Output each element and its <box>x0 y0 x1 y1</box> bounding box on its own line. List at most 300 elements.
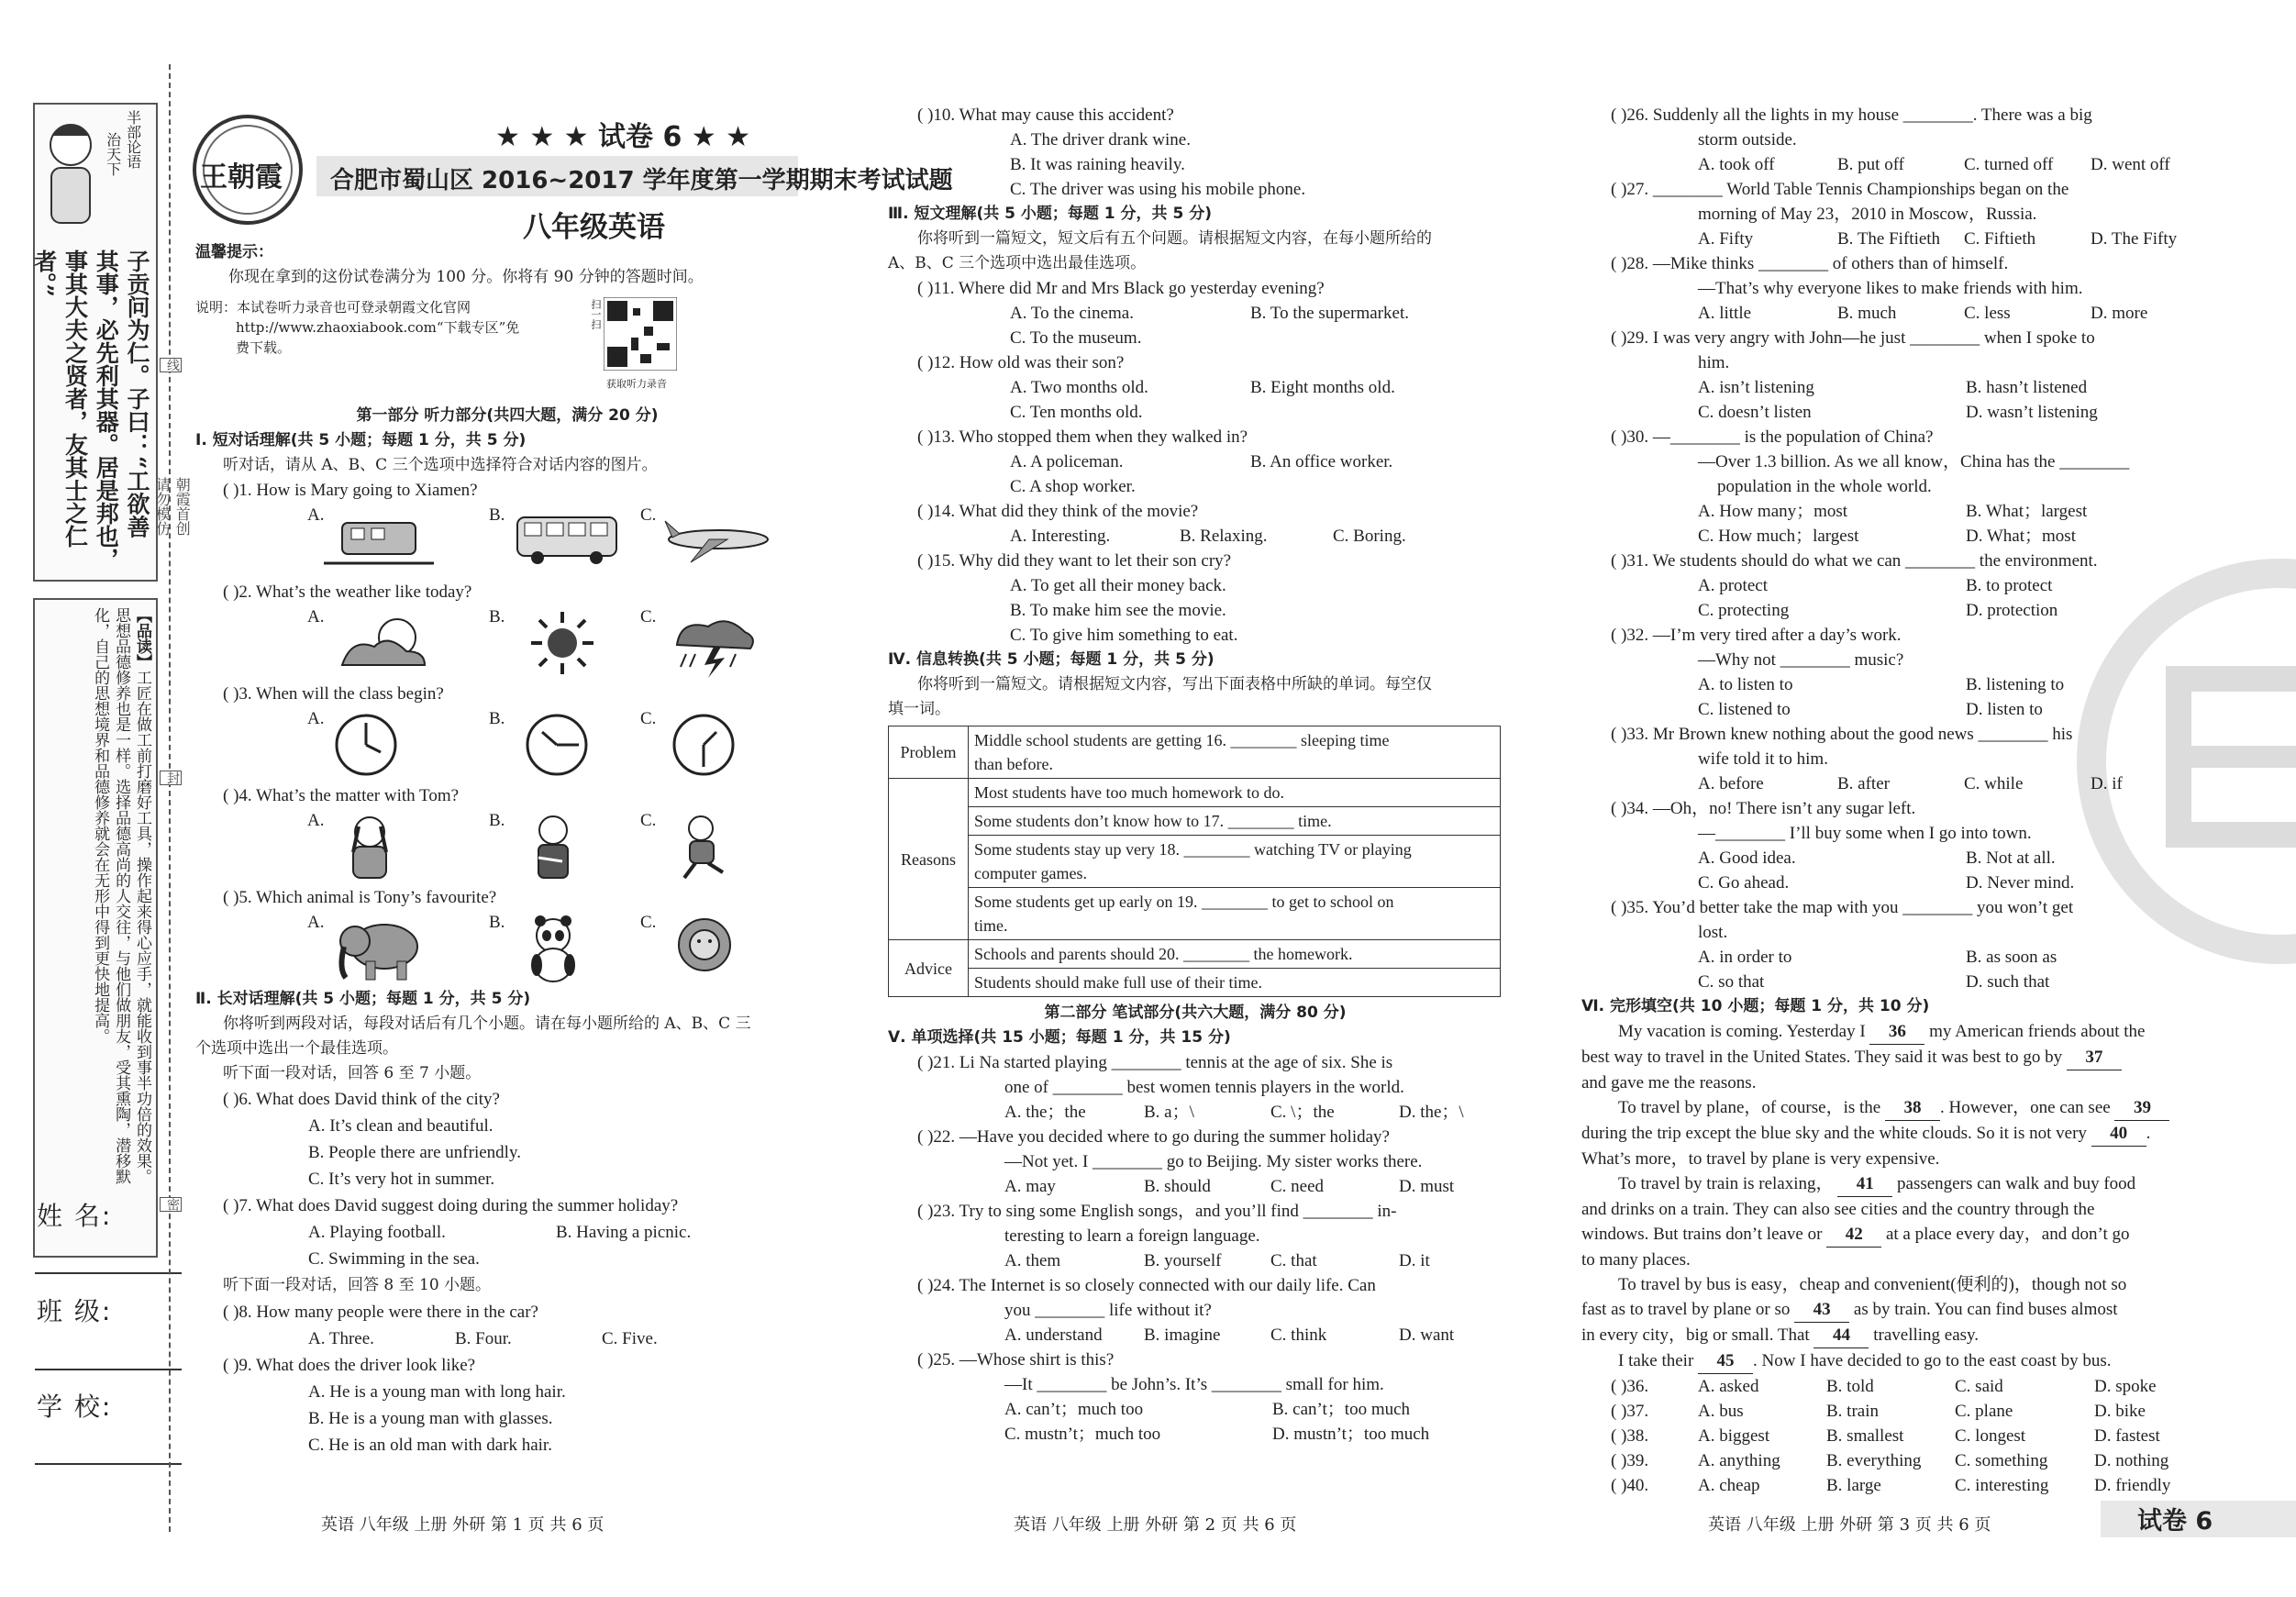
cut-line <box>169 64 171 1532</box>
q12-option-c[interactable]: C. Ten months old. <box>1010 403 1143 422</box>
q11-option-a[interactable]: A. To the cinema. <box>1010 304 1134 323</box>
sec2-lead-1: 听下面一段对话，回答 6 至 7 小题。 <box>223 1064 482 1082</box>
logo-text: 王朝霞 <box>200 161 283 194</box>
q34-option-c[interactable]: C. Go ahead. <box>1698 873 1790 893</box>
cloze-option[interactable]: B. large <box>1826 1476 1881 1495</box>
q27-option-d[interactable]: D. The Fifty <box>2091 229 2178 249</box>
q5-opt-a: A. <box>307 913 325 932</box>
cloze-para-2-line-1 <box>1581 1095 2196 1121</box>
q6-option-c[interactable]: C. It’s very hot in summer. <box>308 1170 495 1189</box>
question-23: ( )23. Try to sing some English songs，and you’ll find ________ in- <box>917 1202 1397 1221</box>
cloze-question-37 <box>1581 1399 2196 1424</box>
q34-option-b[interactable]: B. Not at all. <box>1966 848 2056 868</box>
cloze-para-5 <box>1581 1348 2196 1374</box>
q32-option-c[interactable]: C. listened to <box>1698 700 1791 719</box>
table-advice-label: Advice <box>889 940 969 997</box>
sec3-desc-1: 你将听到一篇短文，短文后有五个问题。请根据短文内容，在每小题所给的 <box>917 229 1432 248</box>
q31-option-b[interactable]: B. to protect <box>1966 576 2053 595</box>
cloze-q-num: ( )39. <box>1611 1451 1649 1470</box>
cloze-para-2-line-3: What’s more，to travel by plane is very expensive. <box>1581 1149 1940 1169</box>
question-3: ( )3. When will the class begin? <box>223 684 444 704</box>
q22-option-a[interactable]: A. may <box>1004 1177 1056 1196</box>
quote-line-2: 其事，必先利其器。居是邦也， <box>93 250 120 571</box>
sidebar-vertical-title-3: 论 <box>124 139 142 154</box>
cloze-blank-41[interactable]: 41 <box>1837 1171 1892 1197</box>
q33-option-c[interactable]: C. while <box>1964 774 2024 793</box>
q23-option-c[interactable]: C. that <box>1270 1251 1317 1270</box>
sidebar-vertical-title-4: 语 <box>124 154 142 169</box>
question-1-pictures <box>195 503 819 580</box>
question-35: ( )35. You’d better take the map with you ________ you won’t get <box>1611 898 2074 917</box>
lion-icon <box>668 914 741 983</box>
cloze-option[interactable]: A. asked <box>1698 1377 1759 1396</box>
cloze-text: travelling easy. <box>1873 1325 1980 1345</box>
question-14: ( )14. What did they think of the movie? <box>917 502 1199 521</box>
name-label: 姓 名: <box>37 1201 113 1231</box>
question-33: ( )33. Mr Brown knew nothing about the good news ________ his <box>1611 725 2073 744</box>
sec2-lead-2: 听下面一段对话，回答 8 至 10 小题。 <box>223 1276 492 1294</box>
table-row-5 <box>969 888 1501 940</box>
q15-option-b[interactable]: B. To make him see the movie. <box>1010 601 1226 620</box>
scholar-illustration <box>39 108 103 237</box>
part2-title: 第二部分 笔试部分(共六大题，满分 80 分) <box>1044 1004 1347 1022</box>
q13-option-c[interactable]: C. A shop worker. <box>1010 477 1136 496</box>
elephant-icon <box>333 914 425 983</box>
clock-icon-a <box>333 712 399 778</box>
q10-option-c[interactable]: C. The driver was using his mobile phone. <box>1010 180 1306 199</box>
q24-option-b[interactable]: B. imagine <box>1144 1325 1221 1345</box>
cut-mark-3: 密 <box>160 1197 182 1212</box>
q15-option-a[interactable]: A. To get all their money back. <box>1010 576 1226 595</box>
cloze-option[interactable]: D. fastest <box>2094 1426 2160 1446</box>
question-2-pictures <box>195 604 819 682</box>
q23-option-d[interactable]: D. it <box>1399 1251 1430 1270</box>
exam-title: 合肥市蜀山区 2016~2017 学年度第一学期期末考试试题 <box>330 167 953 194</box>
q2-opt-c: C. <box>640 607 657 627</box>
q29-option-d[interactable]: D. wasn’t listening <box>1966 403 2098 422</box>
q22-option-b[interactable]: B. should <box>1144 1177 1211 1196</box>
cloze-question-40 <box>1581 1473 2196 1498</box>
q28-option-c[interactable]: C. less <box>1964 304 2011 323</box>
cloze-option[interactable]: D. spoke <box>2094 1377 2157 1396</box>
qr-caption: 获取听力录音 <box>606 379 667 390</box>
question-26: ( )26. Suddenly all the lights in my house ________. There was a big <box>1611 105 2092 125</box>
cloze-option[interactable]: B. told <box>1826 1377 1874 1396</box>
q31-option-d[interactable]: D. protection <box>1966 601 2058 620</box>
q24-option-a[interactable]: A. understand <box>1004 1325 1103 1345</box>
sidebar-header-char: 治 <box>104 132 122 147</box>
question-5-pictures <box>195 910 819 987</box>
subject-title: 八年级英语 <box>523 211 665 244</box>
q8-option-b[interactable]: B. Four. <box>455 1329 512 1348</box>
cloze-option[interactable]: D. bike <box>2094 1402 2146 1421</box>
cloze-question-36 <box>1581 1374 2196 1399</box>
table-row-1-line-1: Middle school students are getting 16. ________ sleeping time <box>974 731 1390 749</box>
q10-option-a[interactable]: A. The driver drank wine. <box>1010 130 1191 150</box>
pinlun-line-1: 工匠在做工前打磨好工具，操作起来得心应手，就能收到事半功倍的效果。 <box>133 670 151 1184</box>
footer-page-1: 英语 八年级 上册 外研 第 1 页 共 6 页 <box>321 1515 605 1535</box>
q32-option-a[interactable]: A. to listen to <box>1698 675 1793 694</box>
question-10: ( )10. What may cause this accident? <box>917 105 1174 125</box>
sidebar-vertical-title-2: 部 <box>124 125 142 139</box>
question-33-line-2: wife told it to him. <box>1698 749 1828 769</box>
cloze-option[interactable]: A. cheap <box>1698 1476 1760 1495</box>
q22-option-c[interactable]: C. need <box>1270 1177 1325 1196</box>
question-1: ( )1. How is Mary going to Xiamen? <box>223 481 478 500</box>
q29-option-b[interactable]: B. hasn’t listened <box>1966 378 2088 397</box>
question-25-line-2: —It ________ be John’s. It’s ________ small for him. <box>1004 1375 1384 1394</box>
q11-option-c[interactable]: C. To the museum. <box>1010 328 1142 348</box>
table-row-6: Schools and parents should 20. ________ the homework. <box>969 940 1501 969</box>
tips-title: 温馨提示： <box>195 243 273 261</box>
cloze-option[interactable]: C. interesting <box>1955 1476 2049 1495</box>
q15-option-c[interactable]: C. To give him something to eat. <box>1010 626 1238 645</box>
q21-option-c[interactable]: C. \；the <box>1270 1103 1335 1122</box>
cloze-option[interactable]: B. smallest <box>1826 1426 1904 1446</box>
part1-title: 第一部分 听力部分(共四大题，满分 20 分) <box>356 406 659 425</box>
q25-option-c[interactable]: C. mustn’t；much too <box>1004 1425 1161 1444</box>
question-31: ( )31. We students should do what we can ________ the environment. <box>1611 551 2098 571</box>
question-29-line-2: him. <box>1698 353 1730 372</box>
sec2-desc-2: 个选项中选出一个最佳选项。 <box>195 1039 398 1058</box>
cloze-q-num: ( )38. <box>1611 1426 1649 1446</box>
cloze-para-4-line-2 <box>1581 1297 2196 1323</box>
cloze-blank-44[interactable]: 44 <box>1814 1323 1869 1348</box>
sec2-title: Ⅱ. 长对话理解(共 5 小题；每题 1 分，共 5 分) <box>195 990 531 1008</box>
q5-opt-c: C. <box>640 913 657 932</box>
q30-option-b[interactable]: B. What；largest <box>1966 502 2088 521</box>
cloze-text: passengers can walk and buy food <box>1897 1174 2136 1193</box>
cloze-q-num: ( )36. <box>1611 1377 1649 1396</box>
cloze-para-4-line-3 <box>1581 1323 2196 1348</box>
cloze-text: To travel by plane，of course，is the <box>1618 1098 1881 1117</box>
cloze-para-4-line-1: To travel by bus is easy，cheap and convenient(便利的)，though not so <box>1618 1275 2127 1294</box>
plane-icon <box>663 512 773 567</box>
q30-option-d[interactable]: D. What；most <box>1966 527 2076 546</box>
cloze-option[interactable]: A. bus <box>1698 1402 1744 1421</box>
question-24-line-2: you ________ life without it? <box>1004 1301 1212 1320</box>
table-row-7: Students should make full use of their time. <box>969 969 1501 997</box>
sunny-icon <box>526 608 599 678</box>
cloze-option[interactable]: C. something <box>1955 1451 2048 1470</box>
q21-option-a[interactable]: A. the；the <box>1004 1103 1086 1122</box>
cloze-blank-43[interactable]: 43 <box>1794 1297 1849 1323</box>
pinlun-line-3: 化，自己的思想境界和品德修养就会在无形中得到更快地提高。 <box>91 607 110 1044</box>
class-input-line[interactable] <box>35 1369 182 1370</box>
cloze-blank-37[interactable]: 37 <box>2067 1045 2122 1070</box>
column-3 <box>1581 103 2196 1498</box>
left-sidebar <box>26 103 154 1422</box>
q34-option-a[interactable]: A. Good idea. <box>1698 848 1796 868</box>
question-22-line-2: —Not yet. I ________ go to Beijing. My sister works there. <box>1004 1152 1423 1171</box>
q11-option-b[interactable]: B. To the supermarket. <box>1250 304 1409 323</box>
cloze-text: windows. But trains don’t leave or <box>1581 1225 1823 1244</box>
q6-option-b[interactable]: B. People there are unfriendly. <box>308 1143 521 1162</box>
q27-option-b[interactable]: B. The Fiftieth <box>1837 229 1941 249</box>
q13-option-b[interactable]: B. An office worker. <box>1250 452 1393 471</box>
q26-option-b[interactable]: B. put off <box>1837 155 1905 174</box>
q2-opt-a: A. <box>307 607 325 627</box>
q1-opt-b: B. <box>489 505 505 525</box>
question-28: ( )28. —Mike thinks ________ of others than of himself. <box>1611 254 2009 273</box>
q29-option-c[interactable]: C. doesn’t listen <box>1698 403 1812 422</box>
q35-option-a[interactable]: A. in order to <box>1698 948 1792 967</box>
tips-line: 你现在拿到的这份试卷满分为 100 分。你将有 90 分钟的答题时间。 <box>228 268 704 286</box>
sec6-title: Ⅵ. 完形填空(共 10 小题；每题 1 分，共 10 分) <box>1581 997 1930 1015</box>
q33-option-a[interactable]: A. before <box>1698 774 1764 793</box>
sec3-title: Ⅲ. 短文理解(共 5 小题；每题 1 分，共 5 分) <box>888 205 1212 223</box>
sidebar-header-char-2: 天 <box>104 147 122 161</box>
question-13: ( )13. Who stopped them when they walked in? <box>917 427 1248 447</box>
question-30-line-3: population in the whole world. <box>1717 477 1932 496</box>
sec1-title: Ⅰ. 短对话理解(共 5 小题；每题 1 分，共 5 分) <box>195 431 527 449</box>
cloze-option[interactable]: B. everything <box>1826 1451 1922 1470</box>
question-21: ( )21. Li Na started playing ________ tennis at the age of six. She is <box>917 1053 1393 1072</box>
q21-option-b[interactable]: B. a；\ <box>1144 1103 1194 1122</box>
info-table <box>888 726 1501 997</box>
q14-option-b[interactable]: B. Relaxing. <box>1180 527 1268 546</box>
q27-option-c[interactable]: C. Fiftieth <box>1964 229 2036 249</box>
question-30-line-2: —Over 1.3 billion. As we all know，China has the ________ <box>1698 452 2130 471</box>
q23-option-a[interactable]: A. them <box>1004 1251 1061 1270</box>
question-23-line-2: teresting to learn a foreign language. <box>1004 1226 1260 1246</box>
hurt-leg-boy-icon <box>668 812 741 882</box>
cloze-text: best way to travel in the United States. They said it was best to go by <box>1581 1048 2063 1067</box>
question-25: ( )25. —Whose shirt is this? <box>917 1350 1115 1370</box>
q25-option-d[interactable]: D. mustn’t；too much <box>1272 1425 1430 1444</box>
column-1 <box>195 237 819 1458</box>
cloze-text: I take their <box>1618 1351 1694 1370</box>
table-row-4-line-2: computer games. <box>974 864 1087 882</box>
q10-option-b[interactable]: B. It was raining heavily. <box>1010 155 1185 174</box>
q27-option-a[interactable]: A. Fifty <box>1698 229 1754 249</box>
q9-option-c[interactable]: C. He is an old man with dark hair. <box>308 1436 552 1455</box>
sidebar-header-box <box>33 103 158 244</box>
quote-line-3: 事其大夫之贤者，友其士之仁者。” <box>30 250 89 548</box>
cloze-option[interactable]: C. said <box>1955 1377 2003 1396</box>
q3-opt-b: B. <box>489 709 505 728</box>
q31-option-c[interactable]: C. protecting <box>1698 601 1790 620</box>
table-row-5-line-1: Some students get up early on 19. ________ to get to school on <box>974 893 1394 911</box>
q26-option-d[interactable]: D. went off <box>2091 155 2170 174</box>
q9-option-a[interactable]: A. He is a young man with long hair. <box>308 1382 566 1402</box>
q5-opt-b: B. <box>489 913 505 932</box>
cloudy-icon <box>333 610 434 674</box>
q32-option-b[interactable]: B. listening to <box>1966 675 2065 694</box>
q3-opt-c: C. <box>640 709 657 728</box>
question-24: ( )24. The Internet is so closely connected with our daily life. Can <box>917 1276 1376 1295</box>
q8-option-a[interactable]: A. Three. <box>308 1329 374 1348</box>
question-26-line-2: storm outside. <box>1698 130 1797 150</box>
question-34-line-2: —________ I’ll buy some when I go into town. <box>1698 824 2032 843</box>
cloze-text: To travel by train is relaxing， <box>1618 1174 1834 1193</box>
q13-option-a[interactable]: A. A policeman. <box>1010 452 1124 471</box>
cloze-blank-45[interactable]: 45 <box>1698 1348 1753 1374</box>
q2-opt-b: B. <box>489 607 505 627</box>
cloze-para-1-line-3: and gave me the reasons. <box>1581 1073 1757 1092</box>
cloze-option[interactable]: D. friendly <box>2094 1476 2171 1495</box>
q25-option-b[interactable]: B. can’t；too much <box>1272 1400 1411 1419</box>
q21-option-d[interactable]: D. the；\ <box>1399 1103 1464 1122</box>
cloze-question-38 <box>1581 1424 2196 1448</box>
cloze-option[interactable]: B. train <box>1826 1402 1879 1421</box>
question-12: ( )12. How old was their son? <box>917 353 1125 372</box>
q26-option-a[interactable]: A. took off <box>1698 155 1775 174</box>
question-7: ( )7. What does David suggest doing during the summer holiday? <box>223 1196 679 1215</box>
q12-option-a[interactable]: A. Two months old. <box>1010 378 1148 397</box>
q28-option-d[interactable]: D. more <box>2091 304 2148 323</box>
q14-option-c[interactable]: C. Boring. <box>1333 527 1406 546</box>
table-row-2: Most students have too much homework to do. <box>969 779 1501 807</box>
clock-icon-c <box>671 712 737 778</box>
q24-option-d[interactable]: D. want <box>1399 1325 1455 1345</box>
q24-option-c[interactable]: C. think <box>1270 1325 1327 1345</box>
cloze-text: . Now I have decided to go to the east coast by bus. <box>1753 1351 2112 1370</box>
footer-page-3: 英语 八年级 上册 外研 第 3 页 共 6 页 <box>1708 1515 1991 1535</box>
pinlun-line-2: 思想品德修养也是一样。选择品德高尚的人交往，与他们做朋友，受其熏陶，潜移默 <box>112 607 131 1184</box>
q14-option-a[interactable]: A. Interesting. <box>1010 527 1111 546</box>
question-3-pictures <box>195 706 819 783</box>
question-9: ( )9. What does the driver look like? <box>223 1356 476 1375</box>
cloze-blank-39[interactable]: 39 <box>2114 1095 2169 1121</box>
q12-option-b[interactable]: B. Eight months old. <box>1250 378 1395 397</box>
qr-code <box>604 297 677 371</box>
q34-option-d[interactable]: D. Never mind. <box>1966 873 2075 893</box>
sidebar-quote-box <box>30 240 158 582</box>
cloze-para-3-line-3 <box>1581 1222 2196 1248</box>
cloze-para-2-line-2 <box>1581 1121 2196 1147</box>
tips-note-3: 费下载。 <box>236 339 292 356</box>
cloze-option[interactable]: C. longest <box>1955 1426 2026 1446</box>
cloze-option[interactable]: C. plane <box>1955 1402 2013 1421</box>
q6-option-a[interactable]: A. It’s clean and beautiful. <box>308 1116 494 1136</box>
cut-mark-1: 线 <box>160 358 182 372</box>
table-row-4-line-1: Some students stay up very 18. ________ watching TV or playing <box>974 840 1412 859</box>
question-11: ( )11. Where did Mr and Mrs Black go yesterday evening? <box>917 279 1325 298</box>
q8-option-c[interactable]: C. Five. <box>602 1329 658 1348</box>
q25-option-a[interactable]: A. can’t；much too <box>1004 1400 1144 1419</box>
column-2 <box>888 103 1503 1447</box>
question-32-line-2: —Why not ________ music? <box>1698 650 1904 670</box>
cloze-q-num: ( )40. <box>1611 1476 1649 1495</box>
q7-option-a[interactable]: A. Playing football. <box>308 1223 446 1242</box>
cloze-text: during the trip except the blue sky and the white clouds. So it is not very <box>1581 1124 2087 1143</box>
quote-line-1: 子贡问为仁。子曰：“工欲善 <box>124 250 150 538</box>
q1-opt-a: A. <box>307 505 325 525</box>
school-input-line[interactable] <box>35 1463 182 1465</box>
question-6: ( )6. What does David think of the city? <box>223 1090 500 1109</box>
question-15: ( )15. Why did they want to let their son cry? <box>917 551 1232 571</box>
sec5-title: Ⅴ. 单项选择(共 15 小题；每题 1 分，共 15 分) <box>888 1028 1231 1047</box>
q1-opt-c: C. <box>640 505 657 525</box>
bus-icon <box>512 512 622 567</box>
headache-boy-icon <box>333 812 406 882</box>
q35-option-d[interactable]: D. such that <box>1966 972 2050 992</box>
sidebar-vertical-title: 半 <box>124 110 142 125</box>
cloze-blank-40[interactable]: 40 <box>2091 1121 2146 1147</box>
paper-number-text: 试卷 6 <box>598 121 682 153</box>
cloze-para-3-line-2: and drinks on a train. They can also see cities and the country through the <box>1581 1200 2095 1219</box>
stormy-icon <box>668 610 760 680</box>
q4-opt-b: B. <box>489 811 505 830</box>
q7-option-c[interactable]: C. Swimming in the sea. <box>308 1249 480 1269</box>
stomachache-boy-icon <box>516 812 590 882</box>
cloze-option[interactable]: A. biggest <box>1698 1426 1770 1446</box>
cloze-text: . However，one can see <box>1939 1098 2111 1117</box>
cloze-text: My vacation is coming. Yesterday I <box>1618 1022 1866 1041</box>
margin-note <box>152 477 192 536</box>
q9-option-b[interactable]: B. He is a young man with glasses. <box>308 1409 553 1428</box>
q23-option-b[interactable]: B. yourself <box>1144 1251 1222 1270</box>
cloze-text: fast as to travel by plane or so <box>1581 1300 1791 1319</box>
sidebar-pinlun-box <box>33 598 158 1258</box>
cloze-text: . <box>2146 1124 2151 1143</box>
q35-option-c[interactable]: C. so that <box>1698 972 1765 992</box>
q30-option-a[interactable]: A. How many；most <box>1698 502 1848 521</box>
cut-mark-2: 封 <box>160 771 182 785</box>
q7-option-b[interactable]: B. Having a picnic. <box>556 1223 692 1242</box>
q35-option-b[interactable]: B. as soon as <box>1966 948 2058 967</box>
q3-opt-a: A. <box>307 709 325 728</box>
question-27-line-2: morning of May 23，2010 in Moscow，Russia. <box>1698 205 2037 224</box>
name-input-line[interactable] <box>35 1272 182 1274</box>
q29-option-a[interactable]: A. isn’t listening <box>1698 378 1814 397</box>
question-8: ( )8. How many people were there in the car? <box>223 1303 538 1322</box>
table-row-3: Some students don’t know how to 17. ________ time. <box>969 807 1501 836</box>
cloze-para-3-line-1 <box>1581 1171 2196 1197</box>
q26-option-c[interactable]: C. turned off <box>1964 155 2054 174</box>
q22-option-d[interactable]: D. must <box>1399 1177 1455 1196</box>
sec1-desc: 听对话，请从 A、B、C 三个选项中选择符合对话内容的图片。 <box>223 456 658 474</box>
margin-note-1: 朝霞首创 <box>173 477 192 536</box>
table-problem-label: Problem <box>889 726 969 779</box>
question-5: ( )5. Which animal is Tony’s favourite? <box>223 888 497 907</box>
qr-side-label: 扫一扫 <box>589 299 602 329</box>
q31-option-a[interactable]: A. protect <box>1698 576 1768 595</box>
q28-option-b[interactable]: B. much <box>1837 304 1897 323</box>
margin-note-2: 请勿模仿 <box>153 477 172 536</box>
q4-opt-c: C. <box>640 811 657 830</box>
cloze-para-3-line-4: to many places. <box>1581 1250 1691 1270</box>
cloze-blank-42[interactable]: 42 <box>1826 1222 1881 1248</box>
panda-icon <box>516 914 590 983</box>
cloze-q-num: ( )37. <box>1611 1402 1649 1421</box>
q32-option-d[interactable]: D. listen to <box>1966 700 2043 719</box>
paper-number: ★ ★ ★ 试卷 6 ★ ★ <box>495 121 751 153</box>
q28-option-a[interactable]: A. little <box>1698 304 1752 323</box>
pinlun-title: 【品读】 <box>133 607 151 670</box>
cloze-blank-38[interactable]: 38 <box>1885 1095 1940 1121</box>
question-30: ( )30. —________ is the population of China? <box>1611 427 1934 447</box>
footer-badge: 试卷 6 <box>2137 1507 2213 1536</box>
cloze-option[interactable]: A. anything <box>1698 1451 1780 1470</box>
cloze-option[interactable]: D. nothing <box>2094 1451 2169 1470</box>
question-4: ( )4. What’s the matter with Tom? <box>223 786 460 805</box>
question-29: ( )29. I was very angry with John—he just ________ when I spoke to <box>1611 328 2095 348</box>
tips-note-1: 说明：本试卷听力录音也可登录朝霞文化官网 <box>195 299 471 316</box>
cloze-question-39 <box>1581 1448 2196 1473</box>
q33-option-d[interactable]: D. if <box>2091 774 2123 793</box>
cloze-para-1-line-1 <box>1581 1019 2196 1045</box>
cloze-para-1-line-2 <box>1581 1045 2196 1070</box>
cloze-blank-36[interactable]: 36 <box>1869 1019 1924 1045</box>
cloze-text: my American friends about the <box>1929 1022 2146 1041</box>
cloze-text: in every city，big or small. That <box>1581 1325 1810 1345</box>
q33-option-b[interactable]: B. after <box>1837 774 1890 793</box>
sidebar-header-char-3: 下 <box>104 161 122 176</box>
question-4-pictures <box>195 808 819 885</box>
q30-option-c[interactable]: C. How much；largest <box>1698 527 1859 546</box>
